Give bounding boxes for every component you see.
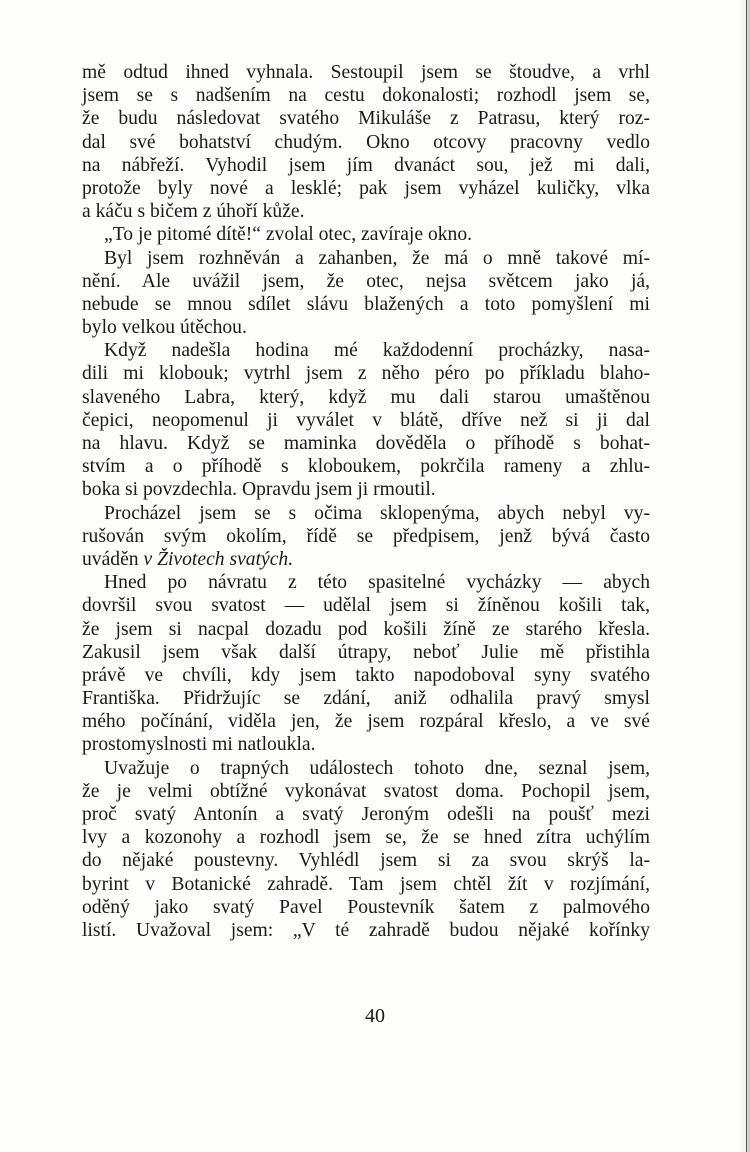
- text-line: lvy a kozonohy a rozhodl jsem se, že se hned zítra uchýlím: [82, 827, 650, 849]
- text-line: oděný jako svatý Pavel Poustevník šatem z palmového: [82, 896, 650, 918]
- text-line: Byl jsem rozhněván a zahanben, že má o mně takové mí-: [104, 247, 650, 269]
- text-line: listí. Uvažoval jsem: „V té zahradě budou nějaké kořínky: [82, 919, 650, 941]
- text-line: Procházel jsem se s očima sklopenýma, abych nebyl vy-: [104, 502, 650, 524]
- text-line: dovršil svou svatost — udělal jsem si žíněnou košili tak,: [82, 595, 650, 617]
- text-line: Zakusil jsem však další útrapy, neboť Julie mě přistihla: [82, 641, 650, 663]
- text-line: a káču s bičem z úhoří kůže.: [82, 201, 305, 223]
- text-line: slaveného Labra, který, když mu dali starou umaštěnou: [82, 386, 650, 408]
- text-line: právě ve chvíli, kdy jsem takto napodoboval syny svatého: [82, 664, 650, 686]
- text-line: bylo velkou útěchou.: [82, 317, 247, 339]
- text-line: [82, 548, 650, 571]
- page-edge-shadow: [740, 0, 750, 1152]
- text-line: že budu následovat svatého Mikuláše z Patrasu, který roz-: [82, 108, 650, 130]
- text-line: mého počínání, viděla jen, že jsem rozpáral křeslo, a ve své: [82, 711, 650, 733]
- text-line: Hned po návratu z této spasitelné vycházky — abych: [104, 572, 650, 594]
- text-line: Uvažuje o trapných událostech tohoto dne, seznal jsem,: [104, 757, 650, 779]
- text-line: na nábřeží. Vyhodil jsem jím dvanáct sou, jež mi dali,: [82, 154, 650, 176]
- text-line: Když nadešla hodina mé každodenní procházky, nasa-: [104, 340, 650, 362]
- text-line: byrint v Botanické zahradě. Tam jsem chtěl žít v rozjímání,: [82, 873, 650, 895]
- text-line: Františka. Přidržujíc se zdání, aniž odhalila pravý smysl: [82, 688, 650, 710]
- text-line: že je velmi obtížné vykonávat svatost doma. Pochopil jsem,: [82, 780, 650, 802]
- italic-title: v Životech svatých.: [143, 548, 294, 570]
- text-line-start: uváděn: [82, 548, 139, 570]
- text-line: boka si povzdechla. Opravdu jsem ji rmoutil.: [82, 479, 436, 501]
- text-line: dili mi klobouk; vytrhl jsem z něho péro po příkladu blaho-: [82, 363, 650, 385]
- text-line: „To je pitomé dítě!“ zvolal otec, zavíraje okno.: [104, 224, 473, 246]
- text-line: rušován svým okolím, řídě se předpisem, jenž bývá často: [82, 525, 650, 547]
- text-line: protože byly nové a lesklé; pak jsem vyházel kuličky, vlka: [82, 177, 650, 199]
- page-number: 40: [365, 1005, 385, 1027]
- text-line: proč svatý Antonín a svatý Jeroným odešli na poušť mezi: [82, 804, 650, 825]
- text-line: čepici, neopomenul ji vyválet v blátě, dříve než si ji dal: [82, 409, 650, 431]
- text-line: na hlavu. Když se maminka dověděla o příhodě s bohat-: [82, 433, 650, 454]
- text-line: stvím a o příhodě s kloboukem, pokrčila rameny a zhlu-: [82, 456, 650, 478]
- text-line: do nějaké poustevny. Vyhlédl jsem si za svou skrýš la-: [82, 850, 650, 872]
- body-text: [82, 61, 650, 942]
- text-line: nění. Ale uvážil jsem, že otec, nejsa světcem jako já,: [82, 270, 650, 292]
- text-line: nebude se mnou sdílet slávu blažených a toto pomyšlení mi: [82, 293, 650, 315]
- text-line: prostomyslnosti mi natloukla.: [82, 734, 316, 756]
- text-line: mě odtud ihned vyhnala. Sestoupil jsem se štoudve, a vrhl: [82, 62, 650, 83]
- text-line: dal své bohatství chudým. Okno otcovy pracovny vedlo: [82, 131, 650, 153]
- text-line: jsem se s nadšením na cestu dokonalosti; rozhodl jsem se,: [82, 85, 650, 107]
- text-line: že jsem si nacpal dozadu pod košili žíně ze starého křesla.: [82, 618, 650, 640]
- page-edge-line: [746, 0, 747, 1152]
